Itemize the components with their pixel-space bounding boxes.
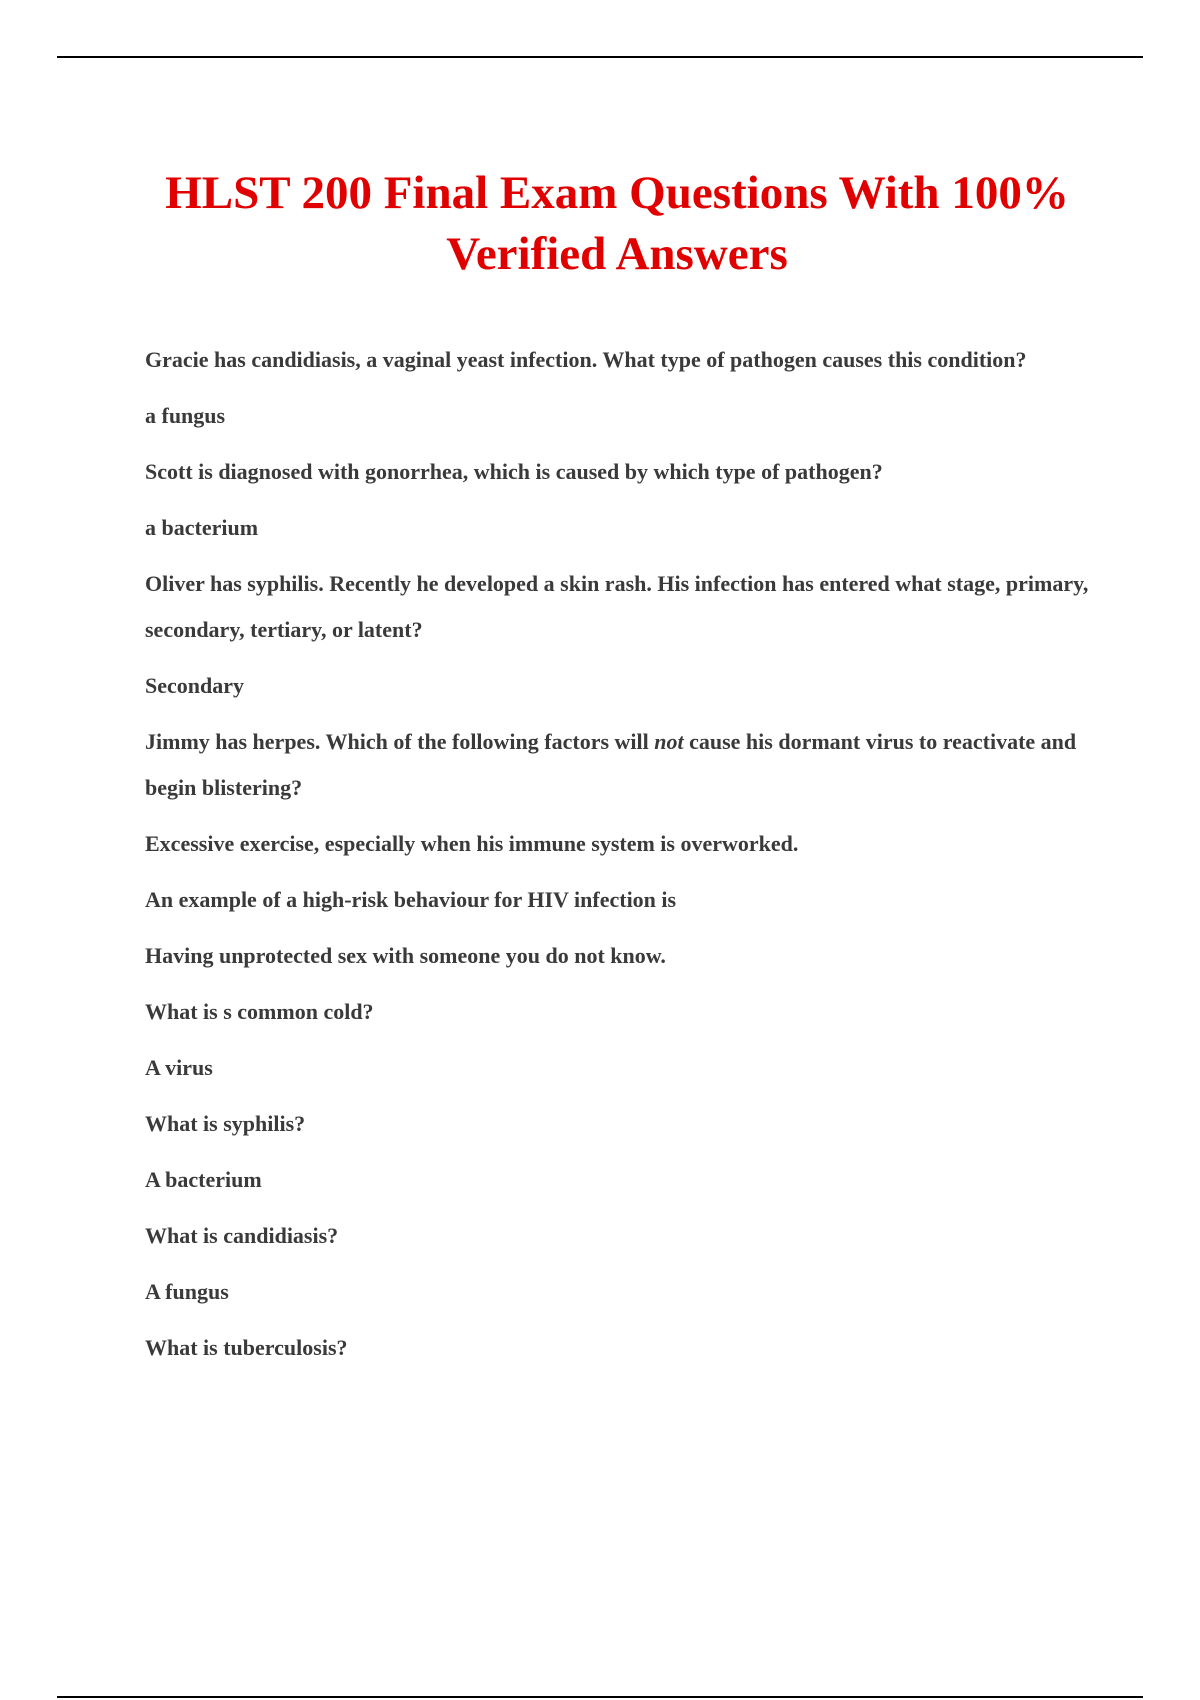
question-4-emphasis: not (654, 729, 684, 754)
question-4-text-before: Jimmy has herpes. Which of the following factors will (145, 729, 655, 754)
question-7: What is syphilis? (145, 1111, 306, 1136)
answer-3: Secondary (145, 673, 244, 698)
question-8: What is candidiasis? (145, 1223, 339, 1248)
question-4-text-after: cause his dormant virus to reactivate and begin blistering? (145, 729, 1077, 800)
question-5: An example of a high-risk behaviour for HIV infection is (145, 887, 677, 912)
question-3: Oliver has syphilis. Recently he developed a skin rash. His infection has entered what stage, primary, secondary, tertiary, or latent? (145, 571, 1089, 642)
document-title-line-2: Verified Answers (446, 228, 788, 280)
answer-4: Excessive exercise, especially when his immune system is overworked. (145, 831, 799, 856)
answer-6: A virus (145, 1055, 213, 1080)
question-6: What is s common cold? (145, 999, 374, 1024)
answer-2: a bacterium (145, 515, 259, 540)
question-4 (145, 719, 1095, 811)
question-9: What is tuberculosis? (145, 1335, 348, 1360)
document-title (80, 163, 1154, 285)
bottom-divider (57, 1696, 1143, 1698)
question-1: Gracie has candidiasis, a vaginal yeast infection. What type of pathogen causes this condition? (145, 347, 1027, 372)
answer-5: Having unprotected sex with someone you do not know. (145, 943, 666, 968)
answer-1: a fungus (145, 403, 226, 428)
question-answer-list (145, 337, 1095, 1381)
document-title-line-1: HLST 200 Final Exam Questions With 100% (165, 167, 1069, 219)
question-2: Scott is diagnosed with gonorrhea, which is caused by which type of pathogen? (145, 459, 883, 484)
answer-8: A fungus (145, 1279, 229, 1304)
top-divider (57, 56, 1143, 58)
answer-7: A bacterium (145, 1167, 262, 1192)
